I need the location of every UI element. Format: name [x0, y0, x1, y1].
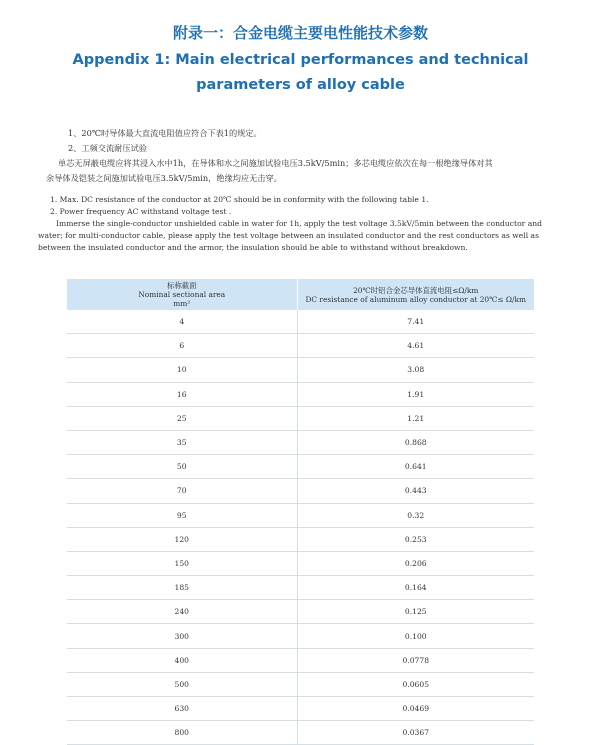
cell-nominal-area: 630	[67, 697, 297, 721]
cn-paragraph-2: 2、工频交流耐压试验	[68, 143, 147, 153]
page-title-en-line1: Appendix 1: Main electrical performances and technical	[72, 52, 529, 68]
cell-nominal-area: 240	[67, 600, 297, 624]
cell-nominal-area: 16	[67, 382, 297, 406]
table-row	[67, 334, 534, 358]
cell-dc-resistance: 1.91	[297, 382, 534, 406]
cn-paragraph-1: 1、20℃时导体最大直流电阻值应符合下表1的规定。	[68, 128, 262, 138]
cell-dc-resistance: 0.164	[297, 576, 534, 600]
cell-dc-resistance: 0.0469	[297, 697, 534, 721]
cell-dc-resistance: 0.253	[297, 527, 534, 551]
resistance-table	[67, 279, 534, 745]
en-paragraph-5: between the insulated conductor and the armor, the insulation should be able to withstand without breakdown.	[38, 243, 468, 252]
cell-dc-resistance: 7.41	[297, 310, 534, 334]
cell-nominal-area: 70	[67, 479, 297, 503]
table-row	[67, 527, 534, 551]
page-title-en-line2: parameters of alloy cable	[196, 77, 405, 93]
table-row	[67, 624, 534, 648]
cell-nominal-area: 185	[67, 576, 297, 600]
header-nominal-area-unit: mm²	[173, 299, 191, 308]
cell-dc-resistance: 0.32	[297, 503, 534, 527]
cell-nominal-area: 500	[67, 672, 297, 696]
en-paragraph-3: Immerse the single-conductor unshielded cable in water for 1h, apply the test voltage 3.5kV/5min between the conductor and	[56, 219, 542, 228]
cn-paragraph-3: 单芯无屏蔽电缆应将其浸入水中1h，在导体和水之间施加试验电压3.5kV/5min；多芯电缆应依次在每一根绝缘导体对其	[58, 158, 493, 168]
table-row	[67, 721, 534, 745]
cn-paragraph-4: 余导体及铠装之间施加试验电压3.5kV/5min，绝缘均应无击穿。	[46, 173, 282, 183]
table-row	[67, 672, 534, 696]
cell-dc-resistance: 0.100	[297, 624, 534, 648]
cell-dc-resistance: 3.08	[297, 358, 534, 382]
cell-nominal-area: 10	[67, 358, 297, 382]
table-row	[67, 648, 534, 672]
cell-nominal-area: 6	[67, 334, 297, 358]
header-nominal-area	[67, 279, 297, 310]
page-title-cn: 附录一：合金电缆主要电性能技术参数	[172, 24, 428, 42]
cell-nominal-area: 95	[67, 503, 297, 527]
table-row	[67, 310, 534, 334]
table-row	[67, 576, 534, 600]
cell-nominal-area: 120	[67, 527, 297, 551]
cell-dc-resistance: 0.641	[297, 455, 534, 479]
header-dc-resistance-cn: 20℃时铝合金芯导体直流电阻≤Ω/km	[353, 285, 479, 295]
cell-nominal-area: 4	[67, 310, 297, 334]
table-row	[67, 358, 534, 382]
cell-dc-resistance: 0.125	[297, 600, 534, 624]
en-paragraph-1: 1. Max. DC resistance of the conductor at 20℃ should be in conformity with the following table 1.	[50, 195, 429, 204]
header-dc-resistance-en: DC resistance of aluminum alloy conductor at 20℃≤ Ω/km	[305, 294, 527, 304]
table-row	[67, 503, 534, 527]
table-row	[67, 551, 534, 575]
table-row	[67, 382, 534, 406]
en-paragraph-4: water; for multi-conductor cable, please apply the test voltage between an insulated conductor and the rest conductors as well as	[38, 231, 539, 240]
cell-nominal-area: 400	[67, 648, 297, 672]
cell-nominal-area: 150	[67, 551, 297, 575]
table-row	[67, 406, 534, 430]
header-nominal-area-cn: 标称截面	[166, 281, 197, 290]
cell-dc-resistance: 0.206	[297, 551, 534, 575]
en-paragraph-2: 2. Power frequency AC withstand voltage test .	[50, 207, 232, 216]
table-row	[67, 455, 534, 479]
header-dc-resistance	[297, 279, 534, 310]
table-row	[67, 697, 534, 721]
table-header-row	[67, 279, 534, 310]
cell-dc-resistance: 0.868	[297, 430, 534, 454]
cell-dc-resistance: 0.0605	[297, 672, 534, 696]
cell-dc-resistance: 0.443	[297, 479, 534, 503]
cell-nominal-area: 50	[67, 455, 297, 479]
table-row	[67, 479, 534, 503]
cell-dc-resistance: 0.0778	[297, 648, 534, 672]
table-row	[67, 430, 534, 454]
cell-dc-resistance: 0.0367	[297, 721, 534, 745]
cell-nominal-area: 800	[67, 721, 297, 745]
cell-nominal-area: 25	[67, 406, 297, 430]
cell-nominal-area: 300	[67, 624, 297, 648]
cell-nominal-area: 35	[67, 430, 297, 454]
cell-dc-resistance: 4.61	[297, 334, 534, 358]
cell-dc-resistance: 1.21	[297, 406, 534, 430]
header-nominal-area-en: Nominal sectional area	[138, 290, 226, 299]
table-row	[67, 600, 534, 624]
